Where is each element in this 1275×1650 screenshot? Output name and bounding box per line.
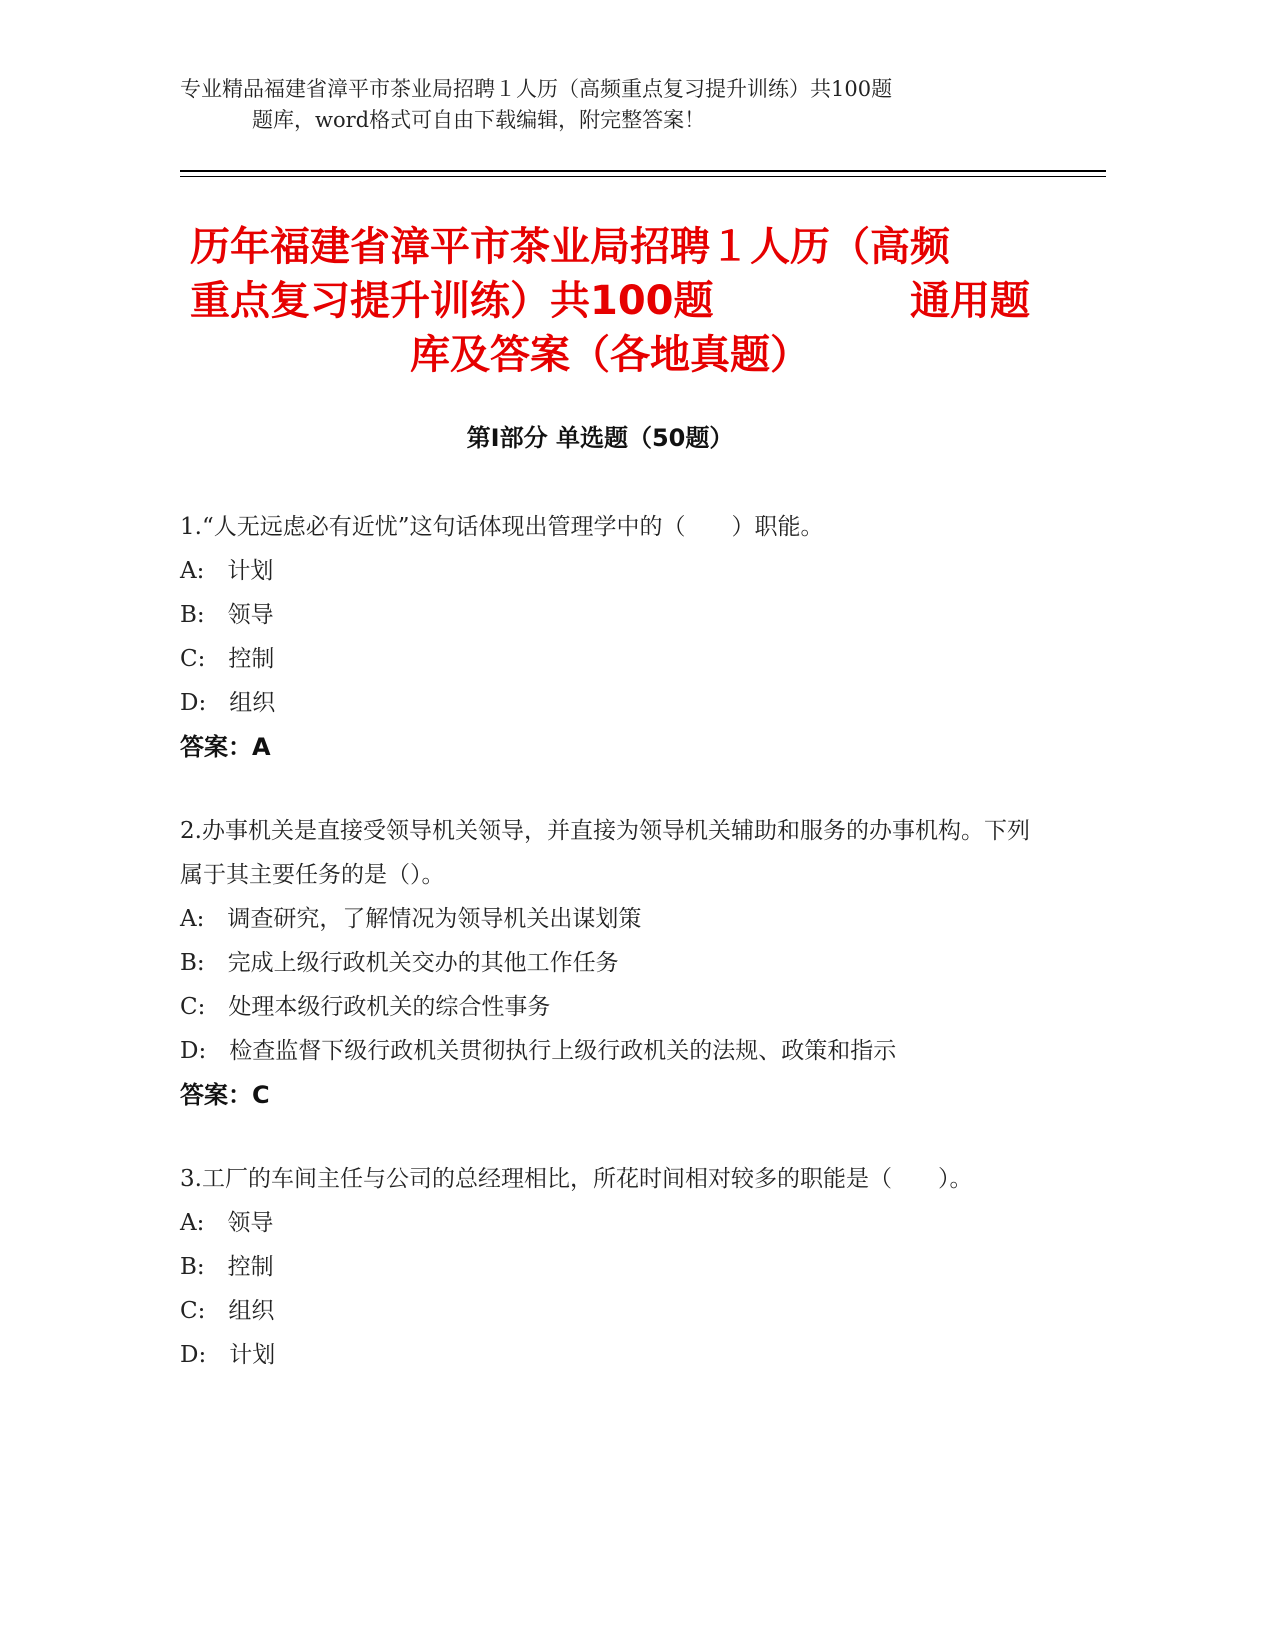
question-stem: 3.工厂的车间主任与公司的总经理相比，所花时间相对较多的职能是（ ）。 [180,1166,973,1192]
header-divider-thick [180,170,1106,172]
option-a: A: 调查研究，了解情况为领导机关出谋划策 [180,906,642,932]
question-stem: 1.“人无远虑必有近忧”这句话体现出管理学中的（ ）职能。 [180,514,824,540]
question-2 [180,809,1040,1117]
option-c: C: 处理本级行政机关的综合性事务 [180,994,551,1020]
header-divider-thin [180,176,1106,177]
option-a: A: 计划 [180,558,274,584]
option-b: B: 控制 [180,1254,274,1280]
question-stem: 2.办事机关是直接受领导机关领导，并直接为领导机关辅助和服务的办事机构。下列属于其主要任务的是（）。 [180,818,1030,888]
option-a: A: 领导 [180,1210,274,1236]
header-line-1: 专业精品福建省漳平市茶业局招聘１人历（高频重点复习提升训练）共100题 [180,77,893,101]
option-b: B: 领导 [180,602,274,628]
option-c: C: 组织 [180,1298,275,1324]
question-3 [180,1157,1040,1377]
title-line-3: 库及答案（各地真题） [410,332,810,378]
option-d: D: 检查监督下级行政机关贯彻执行上级行政机关的法规、政策和指示 [180,1038,897,1064]
answer: 答案：A [180,733,271,761]
title-line-2-right: 通用题 [910,278,1030,324]
title-line-1: 历年福建省漳平市茶业局招聘１人历（高频 [190,224,950,270]
option-d: D: 计划 [180,1342,276,1368]
option-d: D: 组织 [180,690,276,716]
header-line-2: 题库，word格式可自由下载编辑，附完整答案！ [252,108,706,132]
document-header [180,74,1000,136]
option-c: C: 控制 [180,646,275,672]
question-1 [180,505,1040,769]
question-list [180,505,1040,1417]
answer: 答案：C [180,1081,270,1109]
document-title [190,220,1030,382]
option-b: B: 完成上级行政机关交办的其他工作任务 [180,950,619,976]
title-line-2 [190,274,1030,328]
section-title: 第Ⅰ部分 单选题（50题） [466,424,734,452]
title-line-2-left: 重点复习提升训练）共100题 [190,278,714,324]
